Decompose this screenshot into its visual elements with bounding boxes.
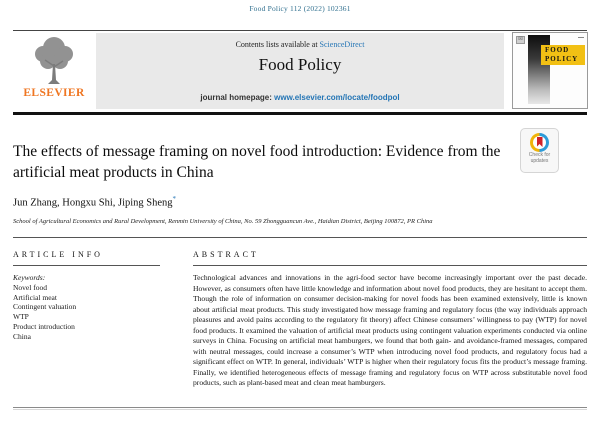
article-title: The effects of message framing on novel food introduction: Evidence from the artificial meat products in China — [13, 143, 501, 181]
masthead-thick-rule — [13, 112, 587, 115]
keyword-item: Contingent valuation — [13, 302, 77, 312]
abstract-rule — [193, 265, 587, 266]
journal-banner — [96, 33, 504, 109]
keyword-item: Artificial meat — [13, 292, 57, 302]
homepage-label: journal homepage: — [200, 93, 275, 102]
keyword-item: China — [13, 331, 31, 341]
corresponding-author-link[interactable]: * — [172, 195, 177, 203]
keyword-item: Novel food — [13, 282, 47, 292]
cover-title-band — [541, 45, 585, 65]
abstract-heading: ABSTRACT — [193, 250, 259, 259]
article-info-heading: ARTICLE INFO — [13, 250, 103, 259]
keyword-item: WTP — [13, 312, 29, 322]
sciencedirect-link[interactable]: ScienceDirect — [319, 40, 365, 49]
abstract-section — [193, 250, 587, 389]
cover-corner-icon: ☒ — [516, 36, 525, 44]
keywords-label: Keywords: — [13, 273, 46, 282]
cover-title-line2: POLICY — [545, 54, 579, 63]
elsevier-wordmark: ELSEVIER — [23, 87, 85, 99]
top-rule — [13, 30, 587, 31]
contents-line — [96, 40, 504, 49]
bottom-rule — [13, 407, 587, 408]
crossmark-icon — [530, 133, 549, 152]
elsevier-tree-icon — [14, 34, 94, 86]
check-updates-label: Check for updates — [528, 152, 551, 164]
journal-citation: Food Policy 112 (2022) 102361 — [249, 4, 351, 13]
homepage-link[interactable]: www.elsevier.com/locate/foodpol — [274, 93, 400, 102]
contents-prefix: Contents lists available at — [235, 40, 320, 49]
cover-title-line1: FOOD — [545, 46, 570, 54]
abstract-text: Technological advances and innovations in the agri-food sector have become increasingly important over the past decade. However, as consumers often have little knowledge and information about novel food products, they are hesitant to accept them. Though the role of information on consumer decision-making for novel foods has been examined extensively, little is known about artificial meat products. This study investigated how message framing and regulatory focus (the way individuals approach pleasures and avoid pains according to the regulatory fit theory) affect Chinese consumers’ willingness to pay (WTP) for novel food products. It examined the valuation of artificial meat products using contingent valuation experiments conducted via online surveys in China. Focusing on artificial meat hamburgers, we found that both gain- and avoidance-framed messages, compared with neutral messages, could increase a consumer’s WTP when introducing novel food products, and regulatory focus had a significant effect on WTP. In general, individuals’ WTP is higher when their regulatory focus fits the product’s message framing. Finally, we identified heterogeneous effects of message framing and regulatory focus on WTP across substitutable novel food products, such as plant-based meat and clean meat hamburgers. — [193, 273, 587, 387]
authors-line — [13, 195, 176, 209]
article-info-rule — [13, 265, 160, 266]
journal-title: Food Policy — [258, 55, 342, 74]
homepage-line — [96, 93, 504, 102]
affiliation: School of Agricultural Economics and Rural Development, Renmin University of China, No. 59 Zhongguancun Ave., Haidian District, Beijing 100872, PR China — [13, 218, 433, 225]
article-info-section — [13, 250, 160, 342]
keyword-item: Product introduction — [13, 321, 75, 331]
elsevier-logo[interactable] — [14, 34, 94, 99]
cover-dash-mark — [578, 37, 584, 38]
check-updates-badge[interactable] — [520, 128, 559, 173]
author-names: Jun Zhang, Hongxu Shi, Jiping Sheng — [13, 197, 173, 209]
journal-cover-thumbnail[interactable] — [512, 32, 588, 109]
section-divider-rule — [13, 237, 587, 238]
